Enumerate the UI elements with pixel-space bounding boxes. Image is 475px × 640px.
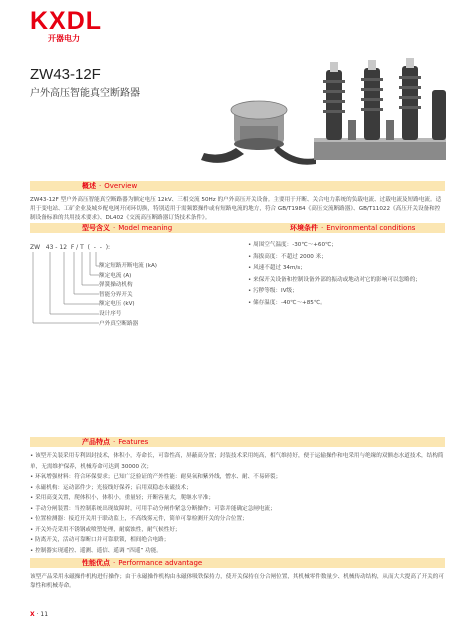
feature-item: • 该型开关装采用专利固封技术，体积小，寿命长，可靠性高，屏蔽高分置；封装技术采用纯高，相气维持好，便于运输操作和电采用与绝缘的双额态水道技术，结构简单，无需维护保养，机械寿命可达到 30000 次； [30, 451, 445, 472]
environment-item: • 海拔高度：不超过 2000 米； [248, 252, 448, 264]
model-meaning-item: 智能分界开关 [99, 291, 133, 298]
model-code-leader-lines [30, 244, 110, 354]
environment-heading: 环境条件 · Environmental conditions [290, 224, 416, 232]
product-model: ZW43-12F [30, 66, 101, 83]
performance-title-en: Performance advantage [118, 559, 203, 567]
product-photo [196, 50, 458, 170]
model-meaning-item: 设计序号 [99, 310, 122, 317]
page-number [30, 611, 48, 618]
environment-item: • 来保开关设备和控制设备外部的振动或地动对它的影响可以忽略的； [248, 275, 448, 287]
feature-item: • 开关外壳采用不锈钢或喷塑处理，耐腐蚀性，耐气候性好； [30, 525, 445, 536]
feature-item: • 控制器实现遥控、遥测、遥信、遥调 “四遥” 功能。 [30, 546, 445, 557]
feature-item: • 位置检测器：接近开关用于联动监上，不高线雾元件，简单可靠检测开关的分合位置； [30, 514, 445, 525]
features-title-cn: 产品特点 [82, 438, 110, 446]
performance-heading: 性能优点 · Performance advantage [82, 559, 203, 567]
model-meaning-item: 户外真空断路器 [99, 320, 139, 327]
feature-item: • 环氧增强材料：符合环保要求；已知广泛验证的产外性能：耐臭氧和紫外线，憎水、耐、不易碎裂； [30, 472, 445, 483]
model-meaning-item: 额定短路开断电流 (kA) [99, 263, 157, 269]
product-subtitle: 户外高压智能真空断路器 [30, 88, 140, 99]
performance-title-cn: 性能优点 [82, 559, 110, 567]
feature-item: • 手动分闸装置：当控制系统出现故障时，可用手动分闸作紧急分断操作；可靠并能确定急闸电流； [30, 504, 445, 515]
page-number-value: · 11 [36, 611, 49, 618]
breaker-image [314, 58, 446, 160]
features-title-en: Features [118, 438, 149, 446]
environment-title-cn: 环境条件 [290, 224, 318, 232]
overview-title-en: Overview [104, 182, 138, 190]
model-meaning-item: 弹簧操动机构 [99, 282, 133, 289]
model-meaning-item: 额定电流 (A) [99, 272, 132, 279]
environment-item: • 储存温度：-40℃～+85℃。 [248, 298, 448, 310]
model-code: ZW 43 - 12 F / T ( - - ): [30, 244, 111, 251]
brand-subtitle: 开器电力 [48, 34, 80, 43]
environment-item: • 风速不超过 34m/s； [248, 263, 448, 275]
environment-list [248, 240, 448, 309]
environment-item: • 周围空气温度：-30℃～+60℃； [248, 240, 448, 252]
brand-name: KXDL [30, 7, 103, 35]
feature-item: • 防离开关，活动可靠断口并可靠联锁，相间绝合电路； [30, 535, 445, 546]
features-list [30, 451, 445, 556]
model-meaning-heading: 型号含义 · Model meaning [82, 224, 173, 232]
feature-item: • 永磁机构：运动部件少；光接线好保养；启用双稳态永磁技术； [30, 483, 445, 494]
model-meaning-title-en: Model meaning [118, 224, 173, 232]
model-meaning-item: 额定电压 (kV) [99, 301, 135, 308]
environment-item: • 污秽等级：IV级； [248, 286, 448, 298]
overview-title-cn: 概述 [82, 182, 96, 190]
model-meaning-list [99, 262, 157, 329]
model-meaning-title-cn: 型号含义 [82, 224, 110, 232]
overview-text: ZW43-12F 型户外高压智能真空断路器为额定电压 12kV、三相交流 50Hz 的户外高压开关设备。主要用于开断、关合电力系统的负载电流、过载电流及短路电流。适用于变电站、工矿企业及城乡配电网开闭环切换，特别适用于需频繁操作或有短路电流的地方，符合 GB/T1984《高压交流断路器》、GB/T11022《高压开关设备和控制设备标准的共用技术要求》、DL402《交流高压断路器订货技术条件》。 [30, 197, 442, 222]
feature-item: • 采用高变关置，爬体积小，体积小，重量轻；开断容量大，爬继水平准； [30, 493, 445, 504]
brand-logo [30, 8, 102, 44]
environment-title-en: Environmental conditions [326, 224, 416, 232]
features-heading: 产品特点 · Features [82, 438, 149, 446]
controller-unit-image [201, 101, 316, 165]
overview-heading: 概述 · Overview [82, 182, 138, 190]
page-prefix: X [30, 611, 35, 618]
performance-text: 该型产品采用永磁操作机构进行操作；由于永磁操作机构由永磁体吸铁保持力，使开关保持在分合闸位置，其机械零件数量少、机械传动结构，从而大大提高了开关的可靠性和机械寿命。 [30, 574, 444, 590]
